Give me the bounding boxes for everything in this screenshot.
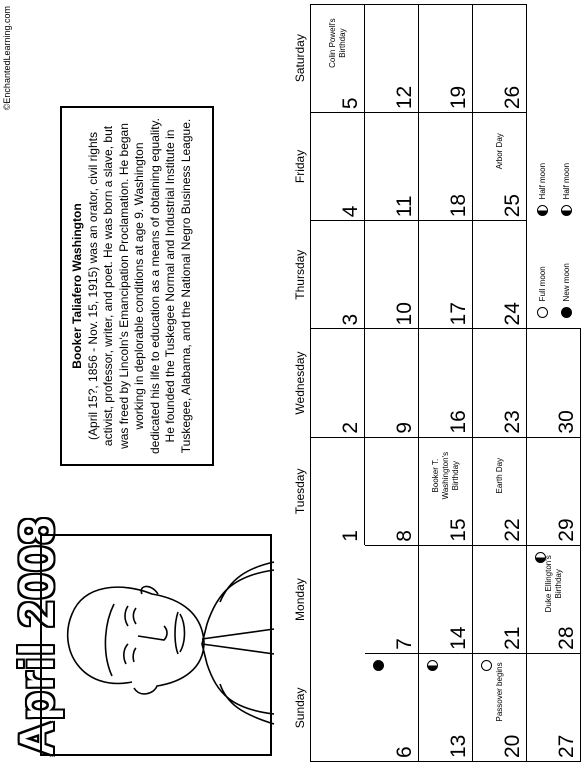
day-cell-11	[365, 112, 419, 220]
day-cell-10	[365, 220, 419, 328]
legend-label: Full moon	[538, 266, 547, 302]
day-cell-7	[365, 545, 419, 653]
day-cell-18	[419, 112, 473, 220]
day-cell-14	[419, 545, 473, 653]
day-number: 29	[555, 518, 578, 542]
day-number: 9	[393, 421, 416, 434]
day-cell-26	[473, 4, 527, 112]
day-number: 13	[447, 734, 470, 758]
event-label: Colin Powell's Birthday	[327, 18, 347, 68]
day-number: 8	[393, 530, 416, 542]
day-cell-28	[527, 545, 581, 653]
weekday-friday: Friday	[293, 149, 307, 184]
new-moon-icon	[373, 660, 384, 671]
day-cell-6	[365, 653, 419, 761]
day-number: 16	[447, 410, 470, 434]
day-number: 30	[555, 410, 578, 434]
weekday-saturday: Saturday	[293, 34, 307, 83]
day-number: 15	[447, 518, 470, 542]
day-number: 24	[501, 302, 524, 326]
event-label: Duke Ellington's Birthday	[543, 555, 563, 613]
day-number: 26	[501, 85, 524, 110]
day-cell-1	[311, 437, 365, 545]
half-moon-icon	[427, 660, 438, 671]
day-cell-25	[473, 112, 527, 220]
calendar	[290, 4, 581, 762]
page-title: April 2008	[11, 516, 64, 756]
day-cell-20	[473, 653, 527, 761]
weekday-header	[290, 4, 310, 762]
empty-cell	[311, 545, 365, 653]
day-cell-27	[527, 653, 581, 761]
calendar-grid	[310, 4, 581, 762]
day-number: 19	[447, 85, 470, 110]
event-label: Earth Day	[494, 457, 504, 494]
half-moon-icon	[537, 205, 548, 216]
legend-item	[537, 163, 548, 216]
legend-item	[561, 263, 572, 318]
day-number: 25	[501, 193, 524, 218]
booker-washington-drawing	[42, 532, 274, 754]
day-cell-22	[473, 437, 527, 545]
day-cell-8	[365, 437, 419, 545]
day-number: 12	[393, 85, 416, 110]
day-number: 22	[501, 518, 524, 542]
legend-label: Half moon	[562, 162, 571, 200]
event-label: Booker T. Washington's Birthday	[430, 451, 460, 500]
day-cell-17	[419, 220, 473, 328]
new-moon-icon	[561, 307, 572, 318]
day-number: 27	[555, 734, 578, 758]
legend-label: Half moon	[538, 162, 547, 200]
legend-item	[537, 266, 548, 318]
day-number: 11	[393, 195, 416, 218]
day-cell-29	[527, 437, 581, 545]
day-cell-19	[419, 4, 473, 112]
day-cell-16	[419, 328, 473, 436]
day-number: 10	[393, 302, 416, 326]
legend-item	[561, 163, 572, 216]
day-number: 4	[339, 205, 362, 218]
weekday-monday: Monday	[293, 578, 307, 621]
event-label: Arbor Day	[494, 133, 504, 170]
weekday-wednesday: Wednesday	[293, 351, 307, 415]
day-number: 28	[555, 626, 578, 650]
legend-label: New moon	[562, 263, 571, 302]
weekday-sunday: Sunday	[293, 687, 307, 729]
half-moon-icon	[561, 205, 572, 216]
weekday-tuesday: Tuesday	[293, 468, 307, 515]
day-number: 1	[339, 530, 362, 542]
full-moon-icon	[537, 307, 548, 318]
day-number: 21	[501, 626, 524, 650]
empty-cell	[311, 653, 365, 761]
day-cell-15	[419, 437, 473, 545]
day-cell-30	[527, 328, 581, 436]
bio-box	[60, 106, 214, 466]
day-cell-13	[419, 653, 473, 761]
day-number: 14	[447, 626, 470, 650]
day-number: 20	[501, 734, 524, 758]
bio-text: (April 15?, 1856 - Nov. 15, 1915) was an orator, civil rights activist, professor, writer, and poet. He was born a slave, but was freed by Lincoln's Emancipation Proclamation. He began working in deplorable conditions at age 9. Washington dedicated his life to education as a means of obtaining equality. He founded the Tuskegee Normal and Industrial Institute in Tuskegee, Alabama, and the National Negro Business League.	[85, 118, 193, 454]
day-cell-21	[473, 545, 527, 653]
weekday-thursday: Thursday	[293, 249, 307, 300]
day-cell-4	[311, 112, 365, 220]
day-cell-2	[311, 328, 365, 436]
event-label: Passover begins	[494, 662, 504, 722]
bio-name: Booker Taliafero Washington	[70, 203, 84, 369]
day-number: 23	[501, 410, 524, 434]
day-cell-24	[473, 220, 527, 328]
day-cell-3	[311, 220, 365, 328]
day-number: 17	[447, 302, 470, 326]
day-cell-9	[365, 328, 419, 436]
site-credit: ©EnchantedLearning.com	[2, 6, 12, 111]
day-cell-12	[365, 4, 419, 112]
day-number: 3	[339, 313, 362, 326]
day-number: 18	[447, 193, 470, 218]
day-number: 6	[393, 746, 416, 758]
day-cell-23	[473, 328, 527, 436]
day-number: 5	[339, 97, 362, 110]
portrait-image	[40, 534, 272, 756]
moon-legend	[527, 4, 581, 328]
day-cell-5	[311, 4, 365, 112]
day-number: 7	[393, 638, 416, 650]
day-number: 2	[339, 421, 362, 434]
